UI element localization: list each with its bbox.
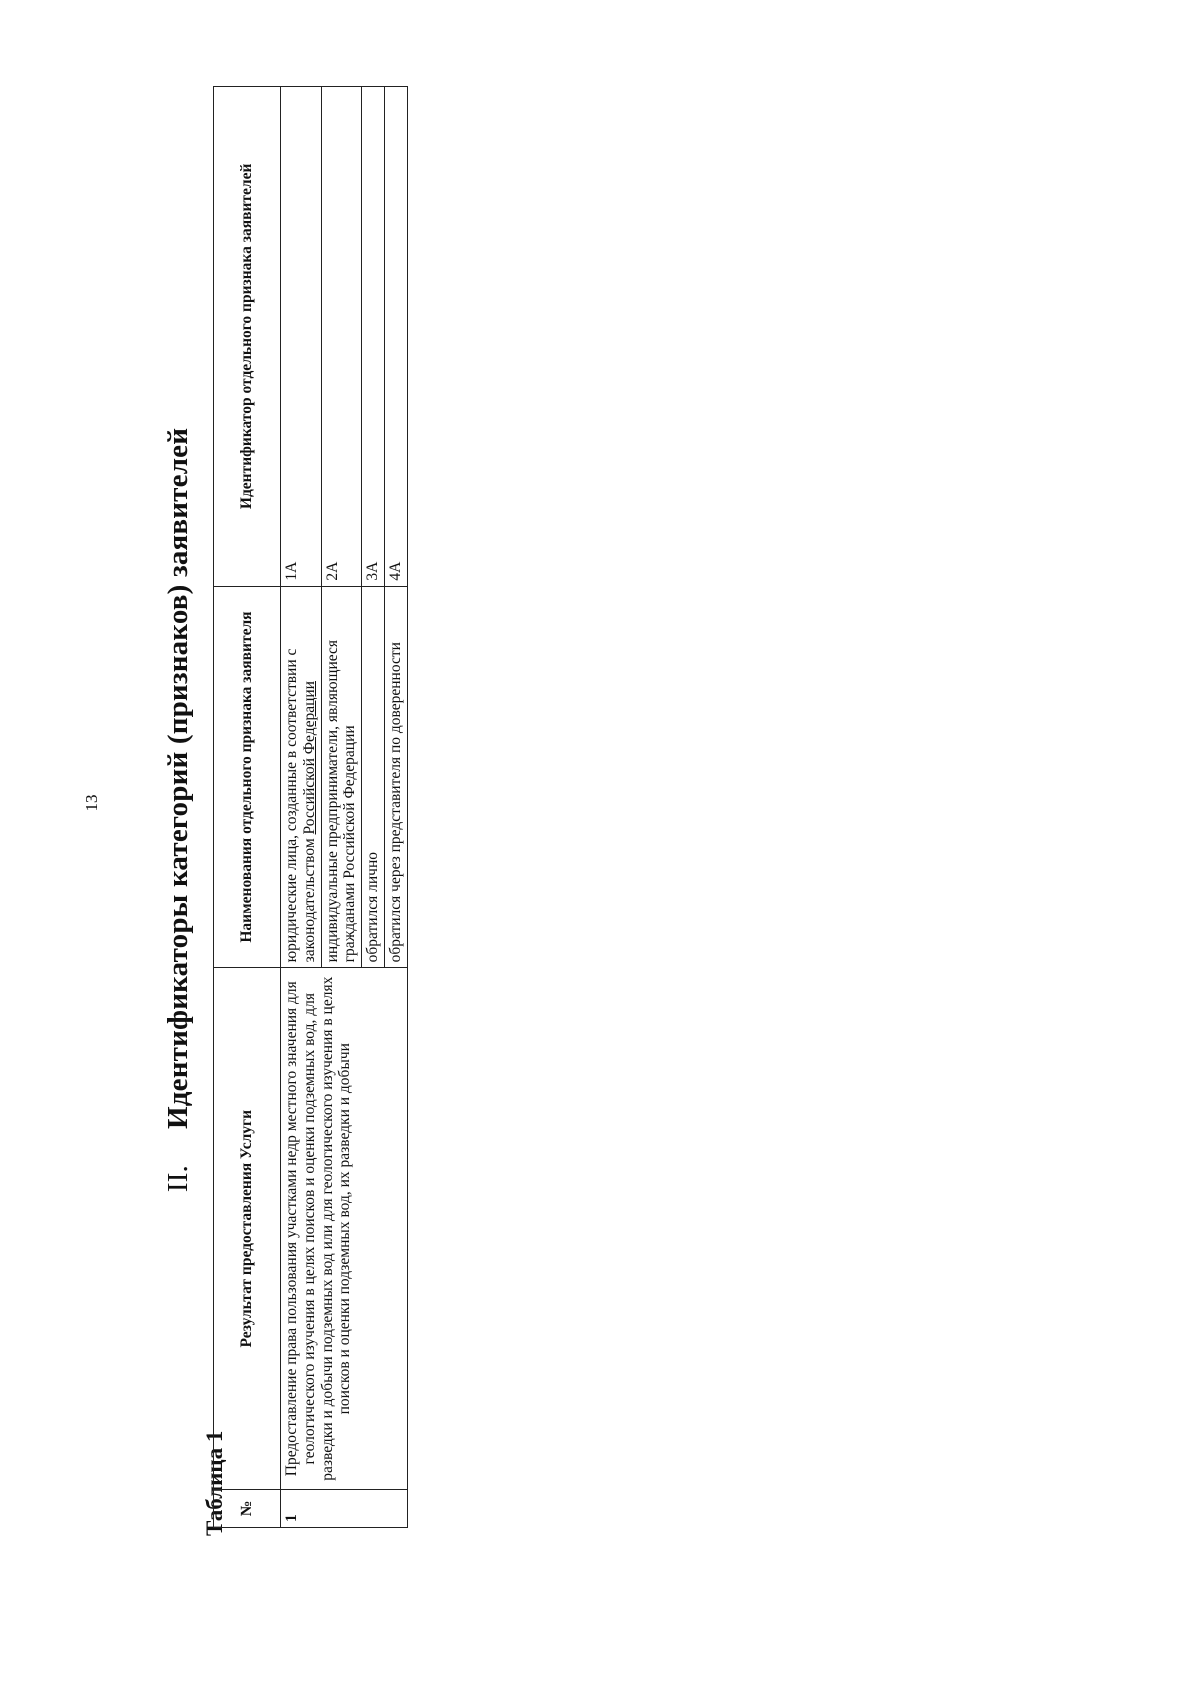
section-roman-numeral: II.: [162, 1164, 194, 1193]
attribute-name: [385, 586, 408, 968]
attribute-name-underlined: Российской Федерации: [300, 681, 318, 835]
attribute-name-text: индивидуальные предприниматели, являющиеся гражданами Российской Федерации: [323, 639, 359, 963]
attribute-id: 1А: [281, 87, 322, 587]
attribute-name: [321, 586, 362, 968]
header-result: Результат предоставления Услуги: [214, 968, 281, 1490]
attribute-name-text: обратился через представителя по доверенности: [387, 642, 405, 963]
identifiers-table: [213, 86, 408, 1528]
attribute-id: 4А: [385, 87, 408, 587]
attribute-name-text: обратился лично: [364, 851, 382, 963]
section-heading: [162, 80, 195, 1540]
section-title: Идентификаторы категорий (признаков) заявителей: [162, 427, 194, 1129]
attribute-name: [362, 586, 385, 968]
attribute-name-text: юридические лица, созданные в соответствии с законодательством: [283, 648, 318, 963]
header-num: №: [214, 1490, 281, 1528]
attribute-name: [281, 586, 322, 968]
header-attribute-identifier: Идентификатор отдельного признака заявителей: [214, 87, 281, 587]
attribute-id: 2А: [321, 87, 362, 587]
row-result: Предоставление права пользования участками недр местного значения для геологического изучения в целях поисков и оценки подземных вод, для разведки и добычи подземных вод или для геологического изучения в целях поисков и оценки подземных вод, их разведки и добычи: [281, 968, 408, 1490]
table-row: [281, 87, 322, 1528]
row-num: 1: [281, 1490, 408, 1528]
page-number: 13: [82, 794, 101, 812]
table-caption: Таблица 1: [202, 1430, 227, 1536]
header-attribute-name: Наименования отдельного признака заявителя: [214, 586, 281, 968]
attribute-id: 3А: [362, 87, 385, 587]
rotated-sheet: [120, 80, 540, 1540]
table-header-row: [214, 87, 281, 1528]
